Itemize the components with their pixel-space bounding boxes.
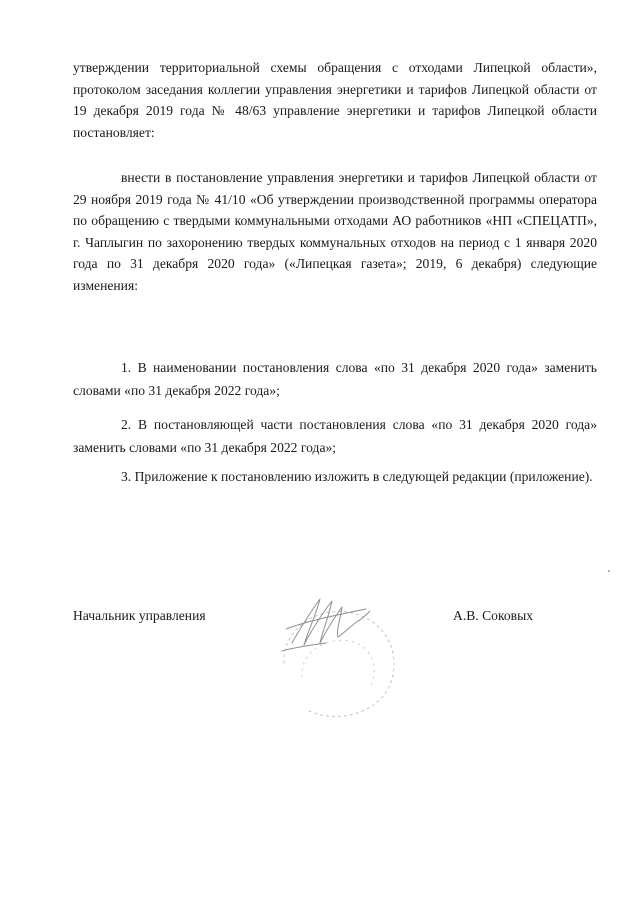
signatory-name: А.В. Соковых (453, 608, 534, 623)
signatory-position: Начальник управления (73, 608, 206, 623)
handwritten-signature (262, 585, 412, 730)
intro-paragraph: утверждении территориальной схемы обращения с отходами Липецкой области», протоколом заседания коллегии управления энергетики и тарифов Липецкой области от 19 декабря 2019 года № 48/63 управление энергетики и тарифов Липецкой области постановляет: (73, 60, 597, 140)
scan-speck (608, 570, 610, 572)
decision-paragraph: внести в постановление управления энергетики и тарифов Липецкой области от 29 ноября 2019 года № 41/10 «Об утверждении производственной программы оператора по обращению с твердыми коммунальными отходами АО работников «НП «СПЕЦАТП», г. Чаплыгин по захоронению твердых коммунальных отходов на период с 1 января 2020 года по 31 декабря 2020 года» («Липецкая газета»; 2019, 6 декабря) следующие изменения: (73, 170, 597, 293)
amendment-item-2: 2. В постановляющей части постановления слова «по 31 декабря 2020 года» заменить словами «по 31 декабря 2022 года»; (73, 417, 597, 455)
amendment-item-1: 1. В наименовании постановления слова «по 31 декабря 2020 года» заменить словами «по 31 декабря 2022 года»; (73, 360, 597, 398)
amendment-item-3: 3. Приложение к постановлению изложить в следующей редакции (приложение). (121, 469, 593, 484)
